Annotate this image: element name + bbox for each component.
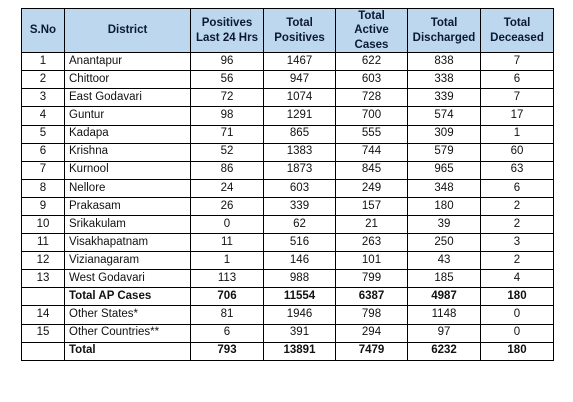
table-row — [22, 234, 554, 252]
cell-deceased: 4 — [481, 270, 554, 288]
cell-total-positives: 1946 — [264, 306, 336, 324]
cell-sno: 3 — [22, 89, 65, 107]
cell-sno: 6 — [22, 143, 65, 161]
cell-active: 157 — [336, 197, 408, 215]
col-header-total-positives — [264, 9, 336, 53]
cell-total-positives: 62 — [264, 215, 336, 233]
header-line: Positives — [274, 31, 325, 44]
cell-sno — [22, 342, 65, 360]
table-row — [22, 125, 554, 143]
table-row — [22, 215, 554, 233]
cell-district: Prakasam — [65, 197, 191, 215]
col-header-active — [336, 9, 408, 53]
table-row — [22, 161, 554, 179]
col-header-district: District — [65, 9, 191, 53]
cell-district: Other States* — [65, 306, 191, 324]
cell-positives-24: 96 — [191, 53, 264, 71]
cell-sno: 5 — [22, 125, 65, 143]
cell-discharged: 338 — [408, 71, 481, 89]
cell-district: Kadapa — [65, 125, 191, 143]
cell-total-positives: 339 — [264, 197, 336, 215]
cell-sno: 10 — [22, 215, 65, 233]
col-header-positives-24 — [191, 9, 264, 53]
cell-active: 845 — [336, 161, 408, 179]
cell-district: Total — [65, 342, 191, 360]
cell-total-positives: 1873 — [264, 161, 336, 179]
cell-district: Total AP Cases — [65, 288, 191, 306]
cell-active: 799 — [336, 270, 408, 288]
cell-district: Kurnool — [65, 161, 191, 179]
cell-active: 622 — [336, 53, 408, 71]
cell-deceased: 0 — [481, 306, 554, 324]
header-line: Deceased — [490, 31, 544, 44]
cell-district: Nellore — [65, 179, 191, 197]
col-header-deceased — [481, 9, 554, 53]
header-line: Discharged — [412, 31, 476, 44]
cell-district: Krishna — [65, 143, 191, 161]
cell-discharged: 309 — [408, 125, 481, 143]
cell-positives-24: 72 — [191, 89, 264, 107]
cell-total-positives: 1383 — [264, 143, 336, 161]
cell-deceased: 2 — [481, 215, 554, 233]
cell-active: 294 — [336, 324, 408, 342]
cell-discharged: 4987 — [408, 288, 481, 306]
cell-discharged: 574 — [408, 107, 481, 125]
cell-positives-24: 6 — [191, 324, 264, 342]
cell-discharged: 339 — [408, 89, 481, 107]
table-row — [22, 324, 554, 342]
cell-total-positives: 865 — [264, 125, 336, 143]
cell-active: 101 — [336, 252, 408, 270]
cell-total-positives: 603 — [264, 179, 336, 197]
cell-total-positives: 947 — [264, 71, 336, 89]
table-header-row — [22, 9, 554, 53]
table-row — [22, 270, 554, 288]
cell-total-positives: 1467 — [264, 53, 336, 71]
cell-positives-24: 706 — [191, 288, 264, 306]
cell-discharged: 1148 — [408, 306, 481, 324]
cell-discharged: 39 — [408, 215, 481, 233]
header-line: Total — [358, 10, 385, 22]
cell-sno: 7 — [22, 161, 65, 179]
cell-discharged: 965 — [408, 161, 481, 179]
cell-deceased: 3 — [481, 234, 554, 252]
cell-deceased: 7 — [481, 89, 554, 107]
cell-active: 728 — [336, 89, 408, 107]
cell-positives-24: 1 — [191, 252, 264, 270]
header-line: Total — [286, 17, 313, 30]
table-row — [22, 107, 554, 125]
cell-district: East Godavari — [65, 89, 191, 107]
table-row — [22, 179, 554, 197]
cell-positives-24: 26 — [191, 197, 264, 215]
cell-discharged: 185 — [408, 270, 481, 288]
header-line: Total — [503, 17, 531, 30]
cell-total-positives: 1074 — [264, 89, 336, 107]
cell-total-positives: 13891 — [264, 342, 336, 360]
cell-deceased: 6 — [481, 71, 554, 89]
col-header-discharged — [408, 9, 481, 53]
cell-discharged: 838 — [408, 53, 481, 71]
cell-sno: 13 — [22, 270, 65, 288]
cell-total-positives: 146 — [264, 252, 336, 270]
cell-active: 555 — [336, 125, 408, 143]
col-header-sno: S.No — [22, 9, 65, 53]
cell-total-positives: 988 — [264, 270, 336, 288]
cell-discharged: 250 — [408, 234, 481, 252]
cell-discharged: 180 — [408, 197, 481, 215]
cell-sno: 2 — [22, 71, 65, 89]
cell-positives-24: 56 — [191, 71, 264, 89]
cell-sno: 1 — [22, 53, 65, 71]
cell-active: 744 — [336, 143, 408, 161]
cell-total-positives: 11554 — [264, 288, 336, 306]
cell-deceased: 1 — [481, 125, 554, 143]
cell-deceased: 2 — [481, 197, 554, 215]
table-row — [22, 197, 554, 215]
cell-sno — [22, 288, 65, 306]
cell-discharged: 6232 — [408, 342, 481, 360]
cell-positives-24: 0 — [191, 215, 264, 233]
cell-deceased: 63 — [481, 161, 554, 179]
cell-discharged: 579 — [408, 143, 481, 161]
cell-active: 7479 — [336, 342, 408, 360]
cell-deceased: 0 — [481, 324, 554, 342]
cell-positives-24: 98 — [191, 107, 264, 125]
cell-discharged: 97 — [408, 324, 481, 342]
header-line: Active Cases — [354, 24, 389, 51]
cell-deceased: 2 — [481, 252, 554, 270]
cell-discharged: 348 — [408, 179, 481, 197]
header-line: Last 24 Hrs — [195, 31, 258, 44]
table-row — [22, 143, 554, 161]
cell-district: Visakhapatnam — [65, 234, 191, 252]
cell-active: 6387 — [336, 288, 408, 306]
cell-positives-24: 11 — [191, 234, 264, 252]
cell-sno: 4 — [22, 107, 65, 125]
cell-deceased: 180 — [481, 288, 554, 306]
cell-sno: 9 — [22, 197, 65, 215]
district-cases-table — [21, 8, 554, 361]
table-row — [22, 53, 554, 71]
cell-district: Other Countries** — [65, 324, 191, 342]
table-row — [22, 71, 554, 89]
cell-active: 798 — [336, 306, 408, 324]
table-row — [22, 252, 554, 270]
cell-sno: 8 — [22, 179, 65, 197]
cell-sno: 14 — [22, 306, 65, 324]
cell-total-positives: 391 — [264, 324, 336, 342]
cell-sno: 11 — [22, 234, 65, 252]
cell-deceased: 6 — [481, 179, 554, 197]
cell-active: 21 — [336, 215, 408, 233]
cell-total-positives: 516 — [264, 234, 336, 252]
cell-active: 603 — [336, 71, 408, 89]
cell-active: 263 — [336, 234, 408, 252]
cell-positives-24: 113 — [191, 270, 264, 288]
ap-total-row — [22, 288, 554, 306]
cell-active: 700 — [336, 107, 408, 125]
cell-district: Srikakulam — [65, 215, 191, 233]
cell-active: 249 — [336, 179, 408, 197]
cell-district: Chittoor — [65, 71, 191, 89]
cell-positives-24: 52 — [191, 143, 264, 161]
cell-deceased: 180 — [481, 342, 554, 360]
cell-deceased: 17 — [481, 107, 554, 125]
cell-sno: 12 — [22, 252, 65, 270]
cell-positives-24: 86 — [191, 161, 264, 179]
header-line: Positives — [201, 17, 253, 30]
cell-positives-24: 24 — [191, 179, 264, 197]
table-row — [22, 89, 554, 107]
cell-positives-24: 71 — [191, 125, 264, 143]
cell-district: Guntur — [65, 107, 191, 125]
cell-district: Vizianagaram — [65, 252, 191, 270]
header-line: Total — [430, 17, 458, 30]
cell-district: Anantapur — [65, 53, 191, 71]
grand-total-row — [22, 342, 554, 360]
cell-total-positives: 1291 — [264, 107, 336, 125]
cell-deceased: 60 — [481, 143, 554, 161]
cell-sno: 15 — [22, 324, 65, 342]
table-row — [22, 306, 554, 324]
cell-district: West Godavari — [65, 270, 191, 288]
cell-deceased: 7 — [481, 53, 554, 71]
cell-positives-24: 81 — [191, 306, 264, 324]
cell-positives-24: 793 — [191, 342, 264, 360]
cell-discharged: 43 — [408, 252, 481, 270]
